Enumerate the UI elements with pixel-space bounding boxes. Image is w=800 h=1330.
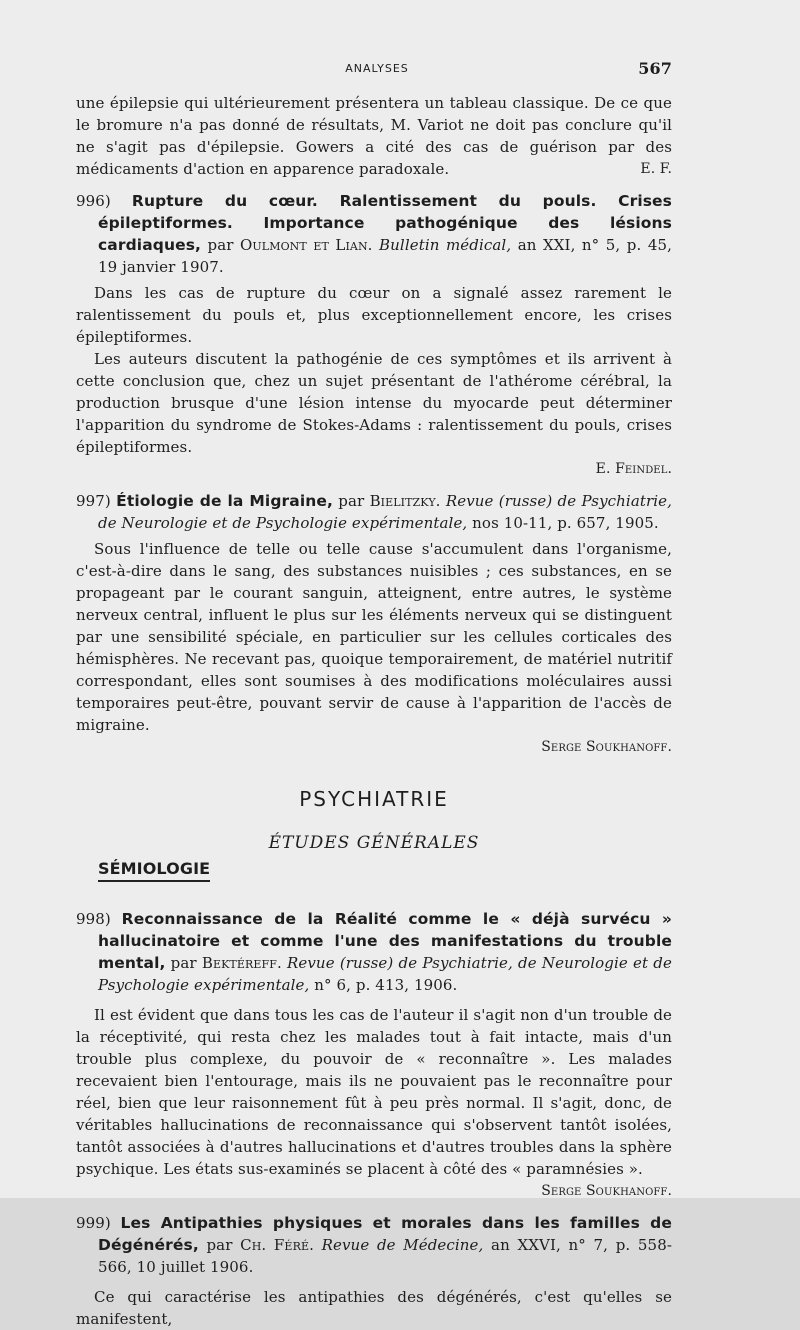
abstract-996-paragraph-2: Les auteurs discutent la pathogénie de ces symptômes et ils arrivent à cette conclusion que, chez un sujet présentant de l'athérome cérébral, la production brusque d'une lésion intense du myocarde peut déterminer l'apparition du syndrome de Stokes-Adams : ralentissement du pouls, crises épileptiformes.	[76, 350, 672, 456]
abstract-details: an XXVI, n° 7, p. 558-566, 10 juillet 1906.	[98, 1236, 673, 1276]
intro-signature: E. F.	[640, 161, 672, 177]
abstract-title: Les Antipathies physiques et morales dans les familles de Dégénérés,	[98, 1214, 672, 1254]
abstract-997-heading	[76, 490, 672, 534]
abstract-number: 996)	[76, 192, 111, 210]
rubric-title: SÉMIOLOGIE	[98, 858, 210, 882]
abstract-source: Bulletin médical,	[379, 236, 512, 254]
intro-paragraph: une épilepsie qui ultérieurement présentera un tableau classique. De ce que le bromure n'a pas donné de résultats, M. Variot ne doit pas conclure qu'il ne s'agit pas d'épilepsie. Gowers a cité des cas de guérison par des médicaments d'action en apparence paradoxale. E. F.	[76, 94, 672, 178]
abstract-996-heading	[76, 190, 672, 278]
par-word: par	[170, 954, 197, 972]
abstract-number: 998)	[76, 910, 111, 928]
running-head	[82, 58, 672, 80]
abstract-996-paragraph-1: Dans les cas de rupture du cœur on a signalé assez rarement le ralentissement du pouls et, plus exceptionnellement encore, les crises épileptiformes.	[76, 284, 672, 346]
abstract-source: Revue (russe) de Psychiatrie, de Neurologie et de Psychologie expérimentale,	[98, 492, 673, 532]
abstract-authors: Bielitzky.	[369, 492, 441, 510]
section-title: PSYCHIATRIE	[299, 787, 449, 811]
section-subtitle: ÉTUDES GÉNÉRALES	[268, 833, 480, 853]
abstract-997-paragraph-1: Sous l'influence de telle ou telle cause s'accumulent dans l'organisme, c'est-à-dire dans le sang, des substances nuisibles ; ces substances, en se propageant par le courant sanguin, atteignent, entre autres, le système nerveux central, influent le plus sur les éléments nerveux qui se distinguent par une sensibilité spéciale, en particulier sur les cellules corticales des hémisphères. Ne recevant pas, quoique temporairement, de matériel nutritif correspondant, elles sont soumises à des modifications moléculaires aussi temporaires peut-être, pouvant servir de cause à l'apparition de l'accès de migraine.	[76, 540, 672, 734]
abstract-999-heading	[76, 1212, 672, 1278]
abstract-authors: Ch. Féré.	[240, 1236, 314, 1254]
abstract-998-signature: Serge Soukhanoff.	[541, 1183, 672, 1199]
par-word: par	[207, 236, 234, 254]
abstract-996-signature: E. Feindel.	[595, 461, 672, 477]
abstract-999-paragraph-1: Ce qui caractérise les antipathies des dégénérés, c'est qu'elles se manifestent,	[76, 1288, 672, 1328]
abstract-number: 999)	[76, 1214, 111, 1232]
page-body	[76, 92, 672, 1330]
abstract-title: Reconnaissance de la Réalité comme le « déjà survécu » hallucinatoire et comme l'une des manifestations du trouble mental,	[98, 910, 672, 972]
abstract-details: an XXI, n° 5, p. 45, 19 janvier 1907.	[98, 236, 672, 276]
par-word: par	[338, 492, 365, 510]
abstract-998-heading	[76, 908, 672, 996]
abstract-authors: Oulmont et Lian.	[240, 236, 373, 254]
abstract-title: Étiologie de la Migraine,	[116, 492, 333, 510]
abstract-details: n° 6, p. 413, 1906.	[314, 976, 458, 994]
abstract-title: Rupture du cœur. Ralentissement du pouls. Crises épileptiformes. Importance pathogénique des lésions cardiaques,	[98, 192, 672, 254]
page-number: 567	[638, 59, 672, 78]
par-word: par	[206, 1236, 233, 1254]
abstract-authors: Bektéreff.	[201, 954, 282, 972]
abstract-998-paragraph-1: Il est évident que dans tous les cas de l'auteur il s'agit non d'un trouble de la réceptivité, qui resta chez les malades tout à fait intacte, mais d'un trouble plus complexe, du pouvoir de « reconnaître ». Les malades recevaient bien l'entourage, mais ils ne pouvaient pas le reconnaître pour réel, bien que leur raisonnement fût à peu près normal. Il s'agit, donc, de véritables hallucinations de reconnaissance qui s'observent tantôt isolées, tantôt associées à d'autres hallucinations et d'autres troubles dans la sphère psychique. Les états sus-examinés se placent à côté des « paramnésies ». Serge Soukhanoff.	[76, 1004, 672, 1180]
abstract-number: 997)	[76, 492, 111, 510]
abstract-details: nos 10-11, p. 657, 1905.	[472, 514, 659, 532]
running-title: ANALYSES	[345, 62, 409, 75]
abstract-source: Revue de Médecine,	[321, 1236, 484, 1254]
abstract-997-signature: Serge Soukhanoff.	[541, 739, 672, 755]
abstract-source: Revue (russe) de Psychiatrie, de Neurologie et de Psychologie expérimentale,	[98, 954, 672, 994]
